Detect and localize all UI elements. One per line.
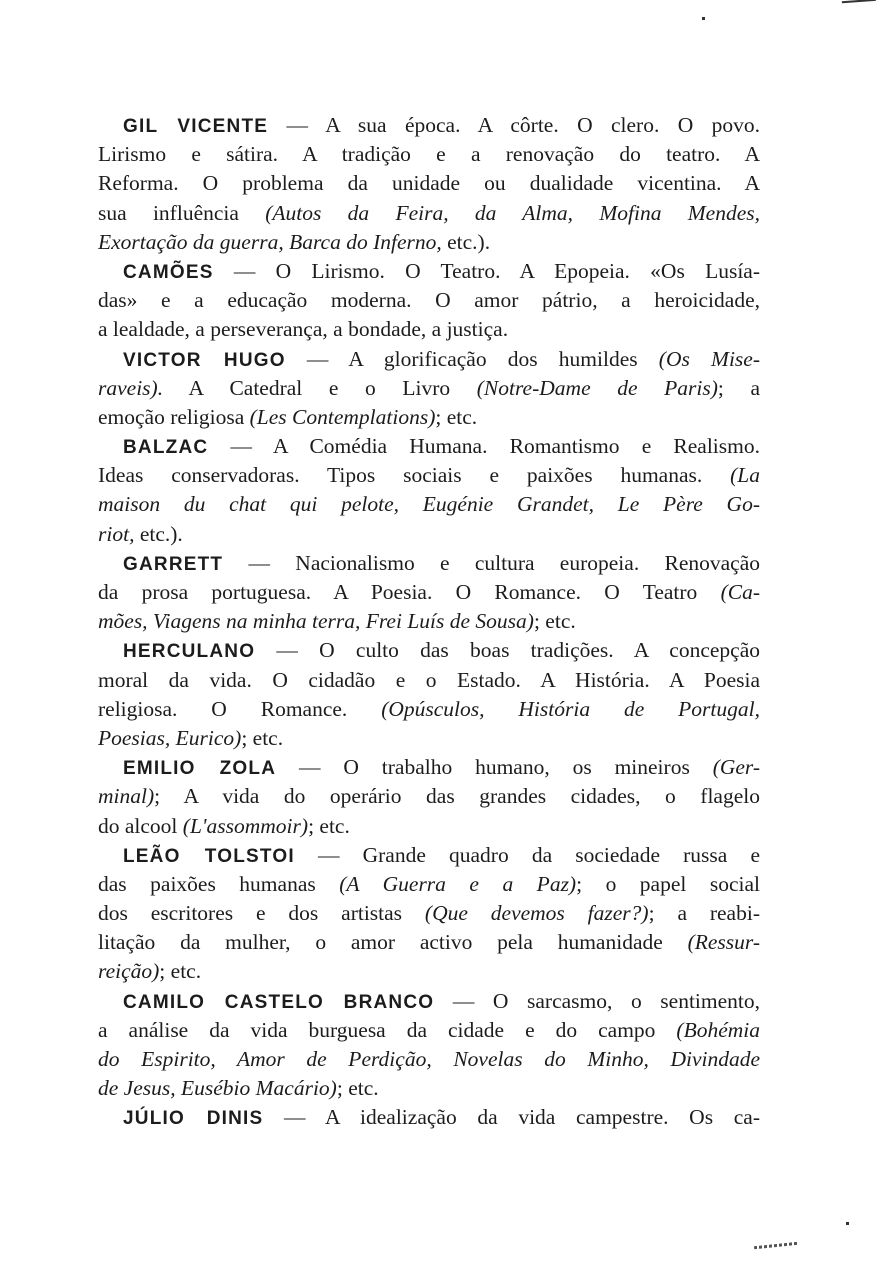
work-title: (Os Mise- [658, 346, 760, 371]
text-line [98, 607, 760, 636]
work-title: (Autos da Feira, da Alma, Mofina Mendes, [265, 200, 760, 225]
work-title: do Espirito, Amor de Perdição, Novelas do Minho, Divindade [98, 1047, 760, 1071]
work-title: riot, [98, 521, 135, 546]
body-text: litação da mulher, o amor activo pela humanidade [98, 930, 688, 955]
body-text: A Catedral e o Livro [163, 375, 477, 400]
text-line [98, 228, 760, 257]
text-line [98, 169, 760, 198]
body-text: do alcool [98, 813, 183, 838]
body-text: ; etc. [533, 609, 576, 634]
text-line [98, 490, 760, 519]
text-line [98, 461, 760, 490]
body-text: ; o papel social [576, 871, 760, 896]
text-line [98, 199, 760, 228]
work-title: (A Guerra e a Paz) [339, 871, 577, 896]
work-title: de Jesus, Eusébio Macário) [98, 1076, 337, 1101]
work-title: mões, Viagens na minha terra, Frei Luís de Sousa) [98, 609, 534, 634]
work-title: minal) [98, 784, 155, 809]
text-line [98, 636, 760, 665]
text-line [98, 957, 760, 986]
body-text: das paixões humanas [98, 871, 340, 896]
body-text: Lirismo e sátira. A tradição e a renovação do teatro. A [98, 142, 760, 167]
text-line [98, 549, 760, 578]
body-text: — O culto das boas tradições. A concepção [255, 638, 760, 663]
work-title: (Les Contemplations) [249, 404, 436, 429]
work-title: (Que devemos fazer?) [424, 901, 649, 926]
work-title: (Notre-Dame de Paris) [476, 375, 718, 400]
work-title: maison du chat qui pelote, Eugénie Grandet, Le Père Go- [98, 492, 760, 517]
dust-speck [702, 17, 705, 20]
text-line [98, 1074, 760, 1103]
text-line [98, 432, 760, 461]
work-title: (Ger- [712, 755, 760, 780]
author-heading: VICTOR HUGO [123, 349, 286, 371]
text-line [98, 140, 760, 169]
body-text: — O trabalho humano, os mineiros [276, 755, 713, 780]
author-heading: BALZAC [123, 437, 209, 459]
work-title: (Ca- [720, 580, 760, 604]
body-text: ; a reabi- [648, 901, 760, 926]
text-line [98, 520, 760, 549]
text-line [98, 753, 760, 782]
text-line [98, 841, 760, 870]
work-title: reição) [98, 959, 160, 984]
body-text: emoção religiosa [98, 404, 250, 429]
body-text: dos escritores e dos artistas [98, 901, 425, 926]
author-heading: EMILIO ZOLA [123, 758, 277, 780]
body-text: — A sua época. A côrte. O clero. O povo. [268, 113, 760, 137]
text-line [98, 987, 760, 1016]
text-line [98, 695, 760, 724]
work-title: (Ressur- [687, 930, 760, 955]
body-text: a lealdade, a perseverança, a bondade, a justiça. [98, 317, 509, 342]
body-text: — A Comédia Humana. Romantismo e Realismo. [208, 434, 760, 459]
work-title: (L'assommoir) [182, 813, 309, 838]
body-text: ; etc. [159, 959, 202, 984]
body-text: etc.). [134, 521, 183, 546]
body-text: religiosa. O Romance. [98, 696, 382, 721]
text-line [98, 899, 760, 928]
body-text: Reforma. O problema da unidade ou dualidade vicentina. A [98, 171, 760, 196]
text-line [98, 666, 760, 695]
body-text: — O sarcasmo, o sentimento, [434, 988, 760, 1013]
body-text: — O Lirismo. O Teatro. A Epopeia. «Os Lusía- [213, 258, 760, 283]
work-title: (Bohémia [676, 1017, 760, 1042]
author-heading: GIL VICENTE [123, 116, 269, 137]
body-text: da prosa portuguesa. A Poesia. O Romance. O Teatro [98, 580, 721, 604]
body-text: ; a [717, 375, 760, 400]
body-text: moral da vida. O cidadão e o Estado. A História. A Poesia [98, 667, 760, 692]
body-text: — A glorificação dos humildes [285, 346, 659, 371]
text-line [98, 111, 760, 140]
text-line [98, 345, 760, 374]
body-text: ; etc. [435, 404, 478, 429]
text-line [98, 403, 760, 432]
body-text: a análise da vida burguesa da cidade e do campo [98, 1017, 677, 1042]
author-heading: HERCULANO [123, 641, 256, 663]
body-text: sua influência [98, 200, 266, 225]
scan-mark-bottom [754, 1242, 798, 1250]
author-heading: JÚLIO DINIS [123, 1108, 264, 1130]
author-heading: GARRETT [123, 553, 224, 575]
scan-mark-top [842, 0, 876, 8]
author-heading: CAMILO CASTELO BRANCO [123, 991, 435, 1013]
body-text: — Grande quadro da sociedade russa e [294, 842, 760, 867]
text-line [98, 257, 760, 286]
body-text: etc.). [441, 229, 491, 254]
body-text: ; A vida do operário das grandes cidades, o flagelo [154, 784, 760, 809]
body-text: ; etc. [308, 813, 350, 838]
text-line [98, 1103, 760, 1132]
body-text: ; etc. [241, 725, 284, 750]
work-title: Poesias, Eurico) [98, 725, 242, 750]
text-line [98, 870, 760, 899]
work-title: (Opúsculos, História de Portugal, [381, 696, 760, 721]
text-line [98, 1045, 760, 1074]
work-title: Exortação da guerra, Barca do Inferno, [98, 229, 442, 254]
text-line [98, 578, 760, 607]
body-text: das» e a educação moderna. O amor pátrio, a heroicidade, [98, 288, 760, 313]
author-heading: LEÃO TOLSTOI [123, 845, 295, 867]
text-line [98, 1016, 760, 1045]
author-heading: CAMÕES [123, 261, 214, 283]
body-text: — A idealização da vida campestre. Os ca- [263, 1105, 760, 1130]
text-line [98, 812, 760, 841]
body-text: ; etc. [336, 1076, 379, 1101]
text-line [98, 782, 760, 811]
text-line [98, 315, 760, 344]
text-line [98, 374, 760, 403]
dust-speck [846, 1222, 849, 1225]
body-text: Ideas conservadoras. Tipos sociais e paixões humanas. [98, 463, 731, 488]
text-line [98, 724, 760, 753]
page-body [98, 111, 760, 1133]
work-title: (La [730, 463, 760, 488]
text-line [98, 928, 760, 957]
body-text: — Nacionalismo e cultura europeia. Renovação [223, 550, 760, 575]
text-line [98, 286, 760, 315]
work-title: raveis). [98, 375, 164, 400]
